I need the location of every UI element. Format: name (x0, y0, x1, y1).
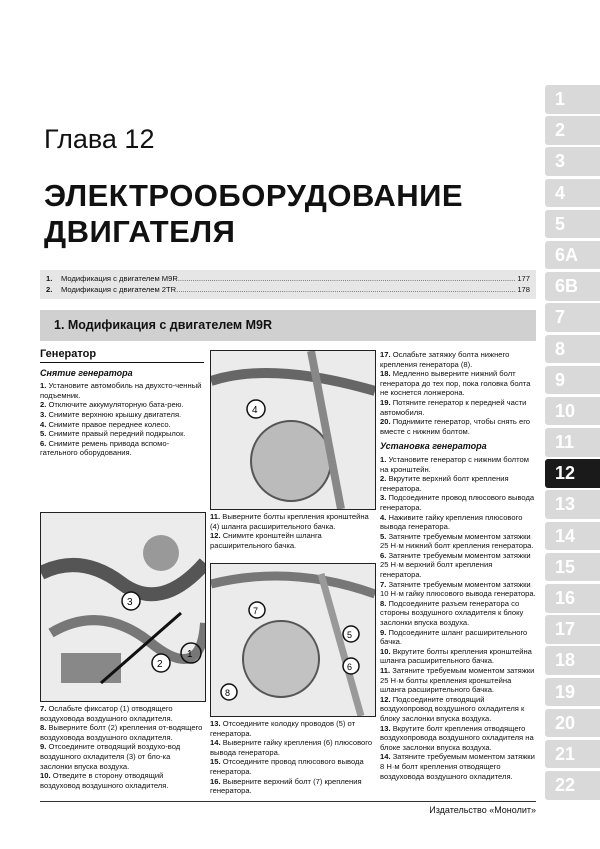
step (40, 381, 204, 400)
callout-1: 1 (187, 649, 193, 660)
step (210, 757, 374, 776)
step-text: Затяните требуемым моментом затяжки 8 Н·м болт крепления отводящего воздуховода воздушного охладителя. (380, 752, 535, 781)
step-number: 13. (380, 723, 391, 733)
removal-steps-continued (40, 704, 204, 790)
step (40, 439, 204, 458)
step-text: Вкрутите болт крепления отводящего воздухопровода воздушного охладителя на блоке заслонки впуска воздуха. (380, 723, 534, 752)
step-number: 3. (40, 409, 47, 419)
engine-photo-2 (211, 351, 375, 509)
subheading-installation: Установка генератора (380, 441, 487, 452)
step-number: 15. (210, 757, 221, 767)
step-number: 4. (40, 419, 47, 429)
chapter-tabs (545, 85, 600, 802)
toc-row[interactable] (46, 273, 530, 284)
step-number: 13. (210, 719, 221, 728)
step (380, 580, 536, 599)
step (40, 400, 204, 410)
step-text: Снимите кронштейн шланга расширительного бачка. (210, 531, 322, 550)
step-text: Снимите верхнюю крышку двигателя. (48, 409, 182, 419)
connector-steps (210, 719, 374, 796)
step (210, 512, 374, 531)
figure-generator (210, 563, 376, 717)
chapter-tab-1[interactable]: 1 (545, 85, 600, 114)
chapter-tab-22[interactable]: 22 (545, 771, 600, 800)
toc-row[interactable] (46, 284, 530, 295)
chapter-tab-16[interactable]: 16 (545, 584, 600, 613)
chapter-title-line1: ЭЛЕКТРООБОРУДОВАНИЕ (44, 178, 464, 213)
toc-number: 2. (46, 285, 53, 294)
step-text: Подсоедините провод плюсового вывода генератора. (380, 493, 535, 512)
footer-divider (40, 801, 536, 802)
step (210, 719, 374, 738)
chapter-tab-14[interactable]: 14 (545, 522, 600, 551)
step-text: Подсоедините шланг расширительного бачка. (380, 627, 528, 647)
step-number: 19. (380, 397, 391, 407)
step (380, 513, 536, 532)
chapter-tab-18[interactable]: 18 (545, 646, 600, 675)
step-number: 7. (40, 704, 47, 713)
chapter-tab-5[interactable]: 5 (545, 210, 600, 239)
step (380, 398, 536, 417)
step (380, 599, 536, 628)
section-title: 1. Модификация с двигателем M9R (40, 310, 536, 341)
step-text: Установите генератор с нижним болтом на кронштейн. (380, 454, 529, 474)
column-1-bottom (40, 704, 204, 790)
step (40, 704, 204, 723)
step-number: 9. (380, 627, 387, 637)
engine-photo-3 (211, 564, 375, 716)
callout-6: 6 (347, 662, 353, 672)
step-text: Медленно выверните нижний болт генератора до тех пор, пока головка болта не коснется лонжерона. (380, 369, 531, 398)
step-text: Затяните требуемым моментом затяжки 25 Н·м верхний болт крепления генератора. (380, 550, 531, 580)
chapter-tab-20[interactable]: 20 (545, 709, 600, 738)
step-number: 7. (380, 579, 387, 589)
step-text: Поднимите генератор, чтобы снять его вместе с нижним болтом. (380, 417, 531, 436)
step-number: 8. (40, 723, 47, 733)
step-number: 2. (380, 474, 387, 484)
step-number: 10. (380, 646, 391, 656)
chapter-tab-12[interactable]: 12 (545, 459, 600, 488)
chapter-title (44, 178, 463, 250)
step (380, 369, 536, 398)
step-number: 14. (380, 752, 391, 762)
step (380, 752, 536, 781)
step (380, 551, 536, 580)
step (380, 724, 536, 753)
step-number: 18. (380, 369, 391, 379)
chapter-tab-10[interactable]: 10 (545, 397, 600, 426)
step-text: Снимите правое переднее колесо. (48, 419, 171, 429)
removal-steps (40, 381, 204, 458)
toc-leader (176, 284, 516, 295)
step (210, 531, 374, 550)
subheading-removal: Снятие генератора (40, 367, 133, 378)
toc-page: 178 (517, 285, 530, 294)
column-2-caption-2 (210, 719, 374, 796)
toc-number: 1. (46, 274, 53, 283)
step-text: Снимите правый передний подкрылок. (48, 429, 186, 439)
callout-5: 5 (347, 630, 353, 640)
column-1 (40, 350, 204, 458)
step-text: Вкрутите болты крепления кронштейна шланга расширительного бачка. (380, 646, 532, 666)
step (40, 771, 204, 790)
callout-2: 2 (157, 659, 163, 670)
chapter-tab-4[interactable]: 4 (545, 179, 600, 208)
publisher: Издательство «Монолит» (429, 805, 536, 815)
figure-bracket (210, 350, 376, 510)
chapter-tab-6b[interactable]: 6B (545, 272, 600, 301)
step-number: 14. (210, 738, 221, 748)
step-number: 20. (380, 417, 391, 427)
step-text: Затяните требуемым моментом затяжки 25 Н·м нижний болт крепления генератора. (380, 531, 534, 551)
step (380, 628, 536, 647)
step-number: 11. (380, 666, 391, 675)
step-text: Выверните болты крепления кронштейна (4) шланга расширительного бачка. (210, 512, 369, 531)
toc-leader (178, 273, 516, 284)
step-text: Отсоедините колодку проводов (5) от генератора. (210, 719, 356, 738)
callout-7: 7 (253, 606, 259, 616)
step-text: Затяните требуемым моментом затяжки 25 Н·м болты крепления кронштейна шланга расширительного бачка. (380, 666, 535, 695)
step (40, 429, 204, 439)
callout-4: 4 (252, 405, 258, 416)
step-text: Отведите в сторону отводящий воздуховод воздушного охладителя. (40, 771, 169, 790)
chapter-tab-3[interactable]: 3 (545, 147, 600, 176)
step (380, 474, 536, 493)
chapter-tab-7[interactable]: 7 (545, 303, 600, 332)
step (40, 723, 204, 742)
step-number: 8. (380, 598, 387, 608)
step-text: Отсоедините отводящий воздухо-вод воздушного охладителя (3) от бло-ка заслонки впуска воздуха. (40, 742, 181, 771)
removal-steps-end (380, 350, 536, 436)
step-number: 6. (40, 438, 47, 448)
installation-steps (380, 455, 536, 781)
step (40, 410, 204, 420)
step-number: 9. (40, 742, 47, 752)
step-number: 5. (40, 429, 47, 439)
step-number: 12. (380, 694, 391, 704)
step-number: 2. (40, 400, 47, 410)
toc-text: Модификация с двигателем M9R (61, 274, 178, 283)
step-number: 6. (380, 550, 387, 560)
step-text: Выверните верхний болт (7) крепления генератора. (210, 776, 362, 796)
step-number: 3. (380, 493, 387, 503)
step (380, 532, 536, 551)
toc-text: Модификация с двигателем 2TR (61, 285, 177, 294)
step-text: Подсоедините отводящий воздухопровод воздушного охладителя к блоку заслонки впуска воздуха. (380, 694, 525, 723)
toc-page: 177 (517, 274, 530, 283)
chapter-tab-19[interactable]: 19 (545, 678, 600, 707)
step-number: 12. (210, 531, 221, 541)
chapter-label: Глава 12 (44, 124, 155, 154)
chapter-tab-8[interactable]: 8 (545, 335, 600, 364)
step (380, 350, 536, 369)
chapter-tab-11[interactable]: 11 (545, 428, 600, 457)
step-number: 16. (210, 776, 221, 786)
step-text: Отсоедините провод плюсового вывода генератора. (210, 757, 364, 776)
chapter-tab-21[interactable]: 21 (545, 740, 600, 769)
step (40, 420, 204, 430)
callout-3: 3 (127, 597, 133, 608)
step-number: 1. (40, 381, 47, 391)
step (380, 417, 536, 436)
step (210, 777, 374, 796)
chapter-title-line2: ДВИГАТЕЛЯ (44, 214, 236, 249)
chapter-tab-9[interactable]: 9 (545, 366, 600, 395)
step-text: Выверните болт (2) крепления от-водящего воздуховода воздушного охладителя. (40, 723, 203, 742)
chapter-tab-13[interactable]: 13 (545, 490, 600, 519)
column-2-caption-1 (210, 512, 374, 550)
step (380, 455, 536, 474)
step (380, 666, 536, 695)
step-text: Наживите гайку крепления плюсового вывода генератора. (380, 512, 523, 532)
step-number: 4. (380, 512, 387, 522)
step-text: Вкрутите верхний болт крепления генератора. (380, 474, 509, 493)
step (380, 493, 536, 512)
table-of-contents (40, 270, 536, 299)
chapter-tab-6a[interactable]: 6A (545, 241, 600, 270)
step-number: 17. (380, 350, 391, 359)
column-3 (380, 350, 536, 781)
chapter-tab-2[interactable]: 2 (545, 116, 600, 145)
step-text: Потяните генератор к передней части автомобиля. (380, 397, 527, 417)
engine-photo-1 (41, 513, 205, 701)
bracket-steps (210, 512, 374, 550)
step-number: 10. (40, 771, 51, 781)
chapter-tab-17[interactable]: 17 (545, 615, 600, 644)
step (380, 695, 536, 724)
step-text: Отключите аккумуляторную бата-рею. (48, 400, 184, 410)
step (380, 647, 536, 666)
figure-air-duct (40, 512, 206, 702)
callout-8: 8 (225, 688, 231, 698)
chapter-tab-15[interactable]: 15 (545, 553, 600, 582)
step (40, 742, 204, 771)
step-text: Снимите ремень привода вспомо-гательного оборудования. (40, 438, 170, 458)
heading-generator: Генератор (40, 350, 204, 363)
step-number: 11. (210, 512, 221, 521)
step-text: Подсоедините разъем генератора со стороны воздушного охладителя к блоку заслонки впуска воздуха. (380, 598, 524, 628)
step-text: Затяните требуемым моментом затяжки 10 Н·м гайку плюсового вывода генератора. (380, 579, 536, 599)
step-number: 1. (380, 454, 387, 464)
step-number: 5. (380, 531, 387, 541)
step (210, 738, 374, 757)
step-text: Установите автомобиль на двухсто-ченный подъемник. (40, 381, 202, 400)
step-text: Выверните гайку крепления (6) плюсового вывода генератора. (210, 738, 373, 757)
step-text: Ослабьте затяжку болта нижнего крепления генератора (8). (380, 350, 510, 369)
step-text: Ослабьте фиксатор (1) отводящего воздуховода воздушного охладителя. (40, 704, 173, 723)
